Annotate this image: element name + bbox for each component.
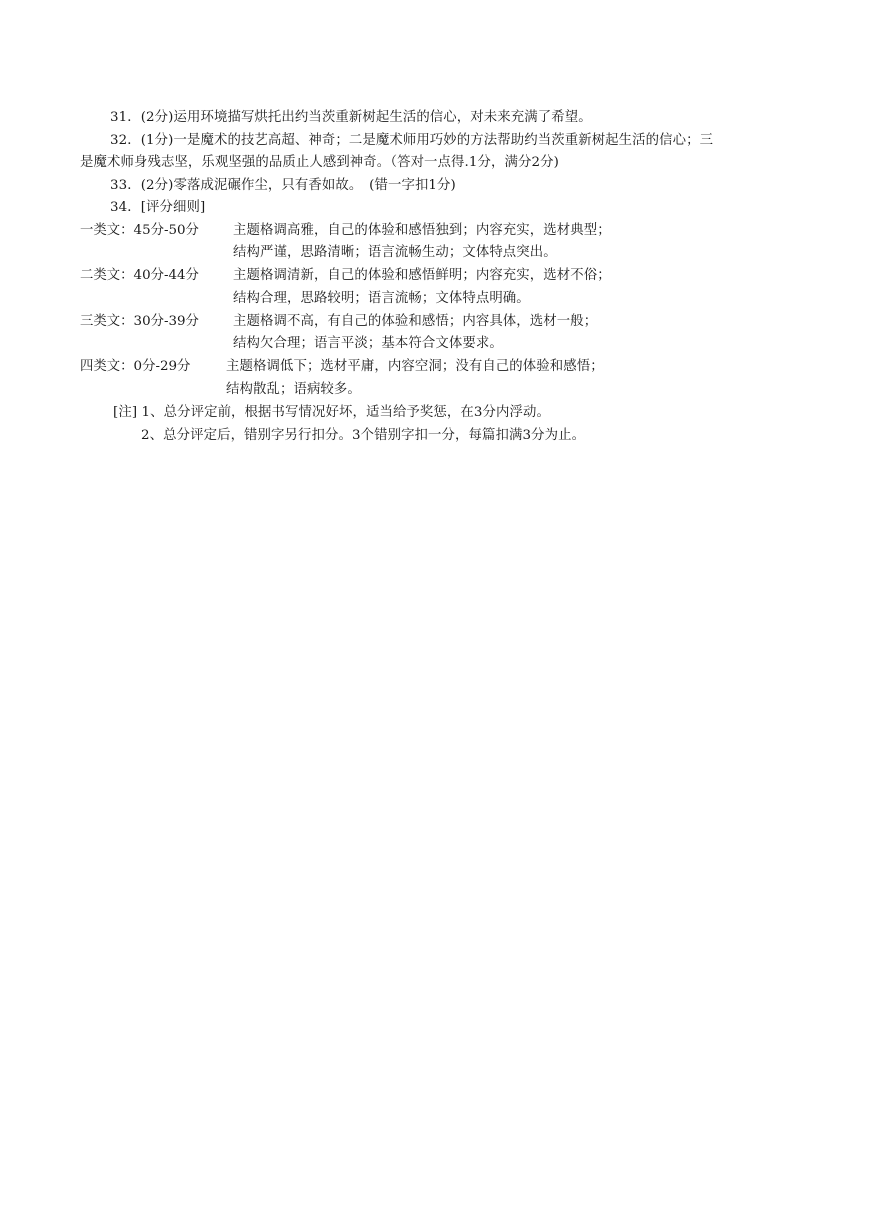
grade-2-criteria-line-1: 主题格调清新，自己的体验和感悟鲜明；内容充实，选材不俗； [233, 268, 611, 283]
grade-3-label: 三类文：30分-39分 [80, 314, 199, 329]
grade-1-label: 一类文：45分-50分 [80, 223, 199, 238]
grade-1-criteria-line-1: 主题格调高雅，自己的体验和感悟独到；内容充实，选材典型； [233, 223, 611, 238]
grade-1-criteria-line-2: 结构严谨，思路清晰；语言流畅生动；文体特点突出。 [233, 245, 557, 260]
grade-4-criteria-line-1: 主题格调低下；选材平庸，内容空洞；没有自己的体验和感悟； [226, 359, 604, 374]
grade-3-criteria-line-1: 主题格调不高，有自己的体验和感悟；内容具体，选材一般； [233, 314, 598, 329]
answer-34-heading: 34．[评分细则] [110, 200, 206, 215]
grade-4-criteria-line-2: 结构散乱；语病较多。 [226, 382, 361, 397]
answer-32-line-1: 32．(1分)一是魔术的技艺高超、神奇；二是魔术师用巧妙的方法帮助约当茨重新树起生活的信心；三 [110, 133, 714, 148]
grade-2-label: 二类文：40分-44分 [80, 268, 199, 283]
grade-3-criteria-line-2: 结构欠合理；语言平淡；基本符合文体要求。 [233, 336, 503, 351]
grade-2-criteria-line-2: 结构合理，思路较明；语言流畅；文体特点明确。 [233, 291, 530, 306]
note-2: 2、总分评定后，错别字另行扣分。3个错别字扣一分，每篇扣满3分为止。 [141, 428, 586, 443]
grade-4-label: 四类文：0分-29分 [80, 359, 191, 374]
answer-33: 33．(2分)零落成泥碾作尘，只有香如故。 (错一字扣1分) [110, 178, 456, 193]
answer-32-line-2: 是魔术师身残志坚，乐观坚强的品质止人感到神奇。（答对一点得.1分，满分2分) [80, 155, 559, 170]
note-1: [注] 1、总分评定前，根据书写情况好坏，适当给予奖惩，在3分内浮动。 [113, 405, 550, 420]
answer-31: 31．(2分)运用环境描写烘托出约当茨重新树起生活的信心，对未来充满了希望。 [110, 110, 592, 125]
